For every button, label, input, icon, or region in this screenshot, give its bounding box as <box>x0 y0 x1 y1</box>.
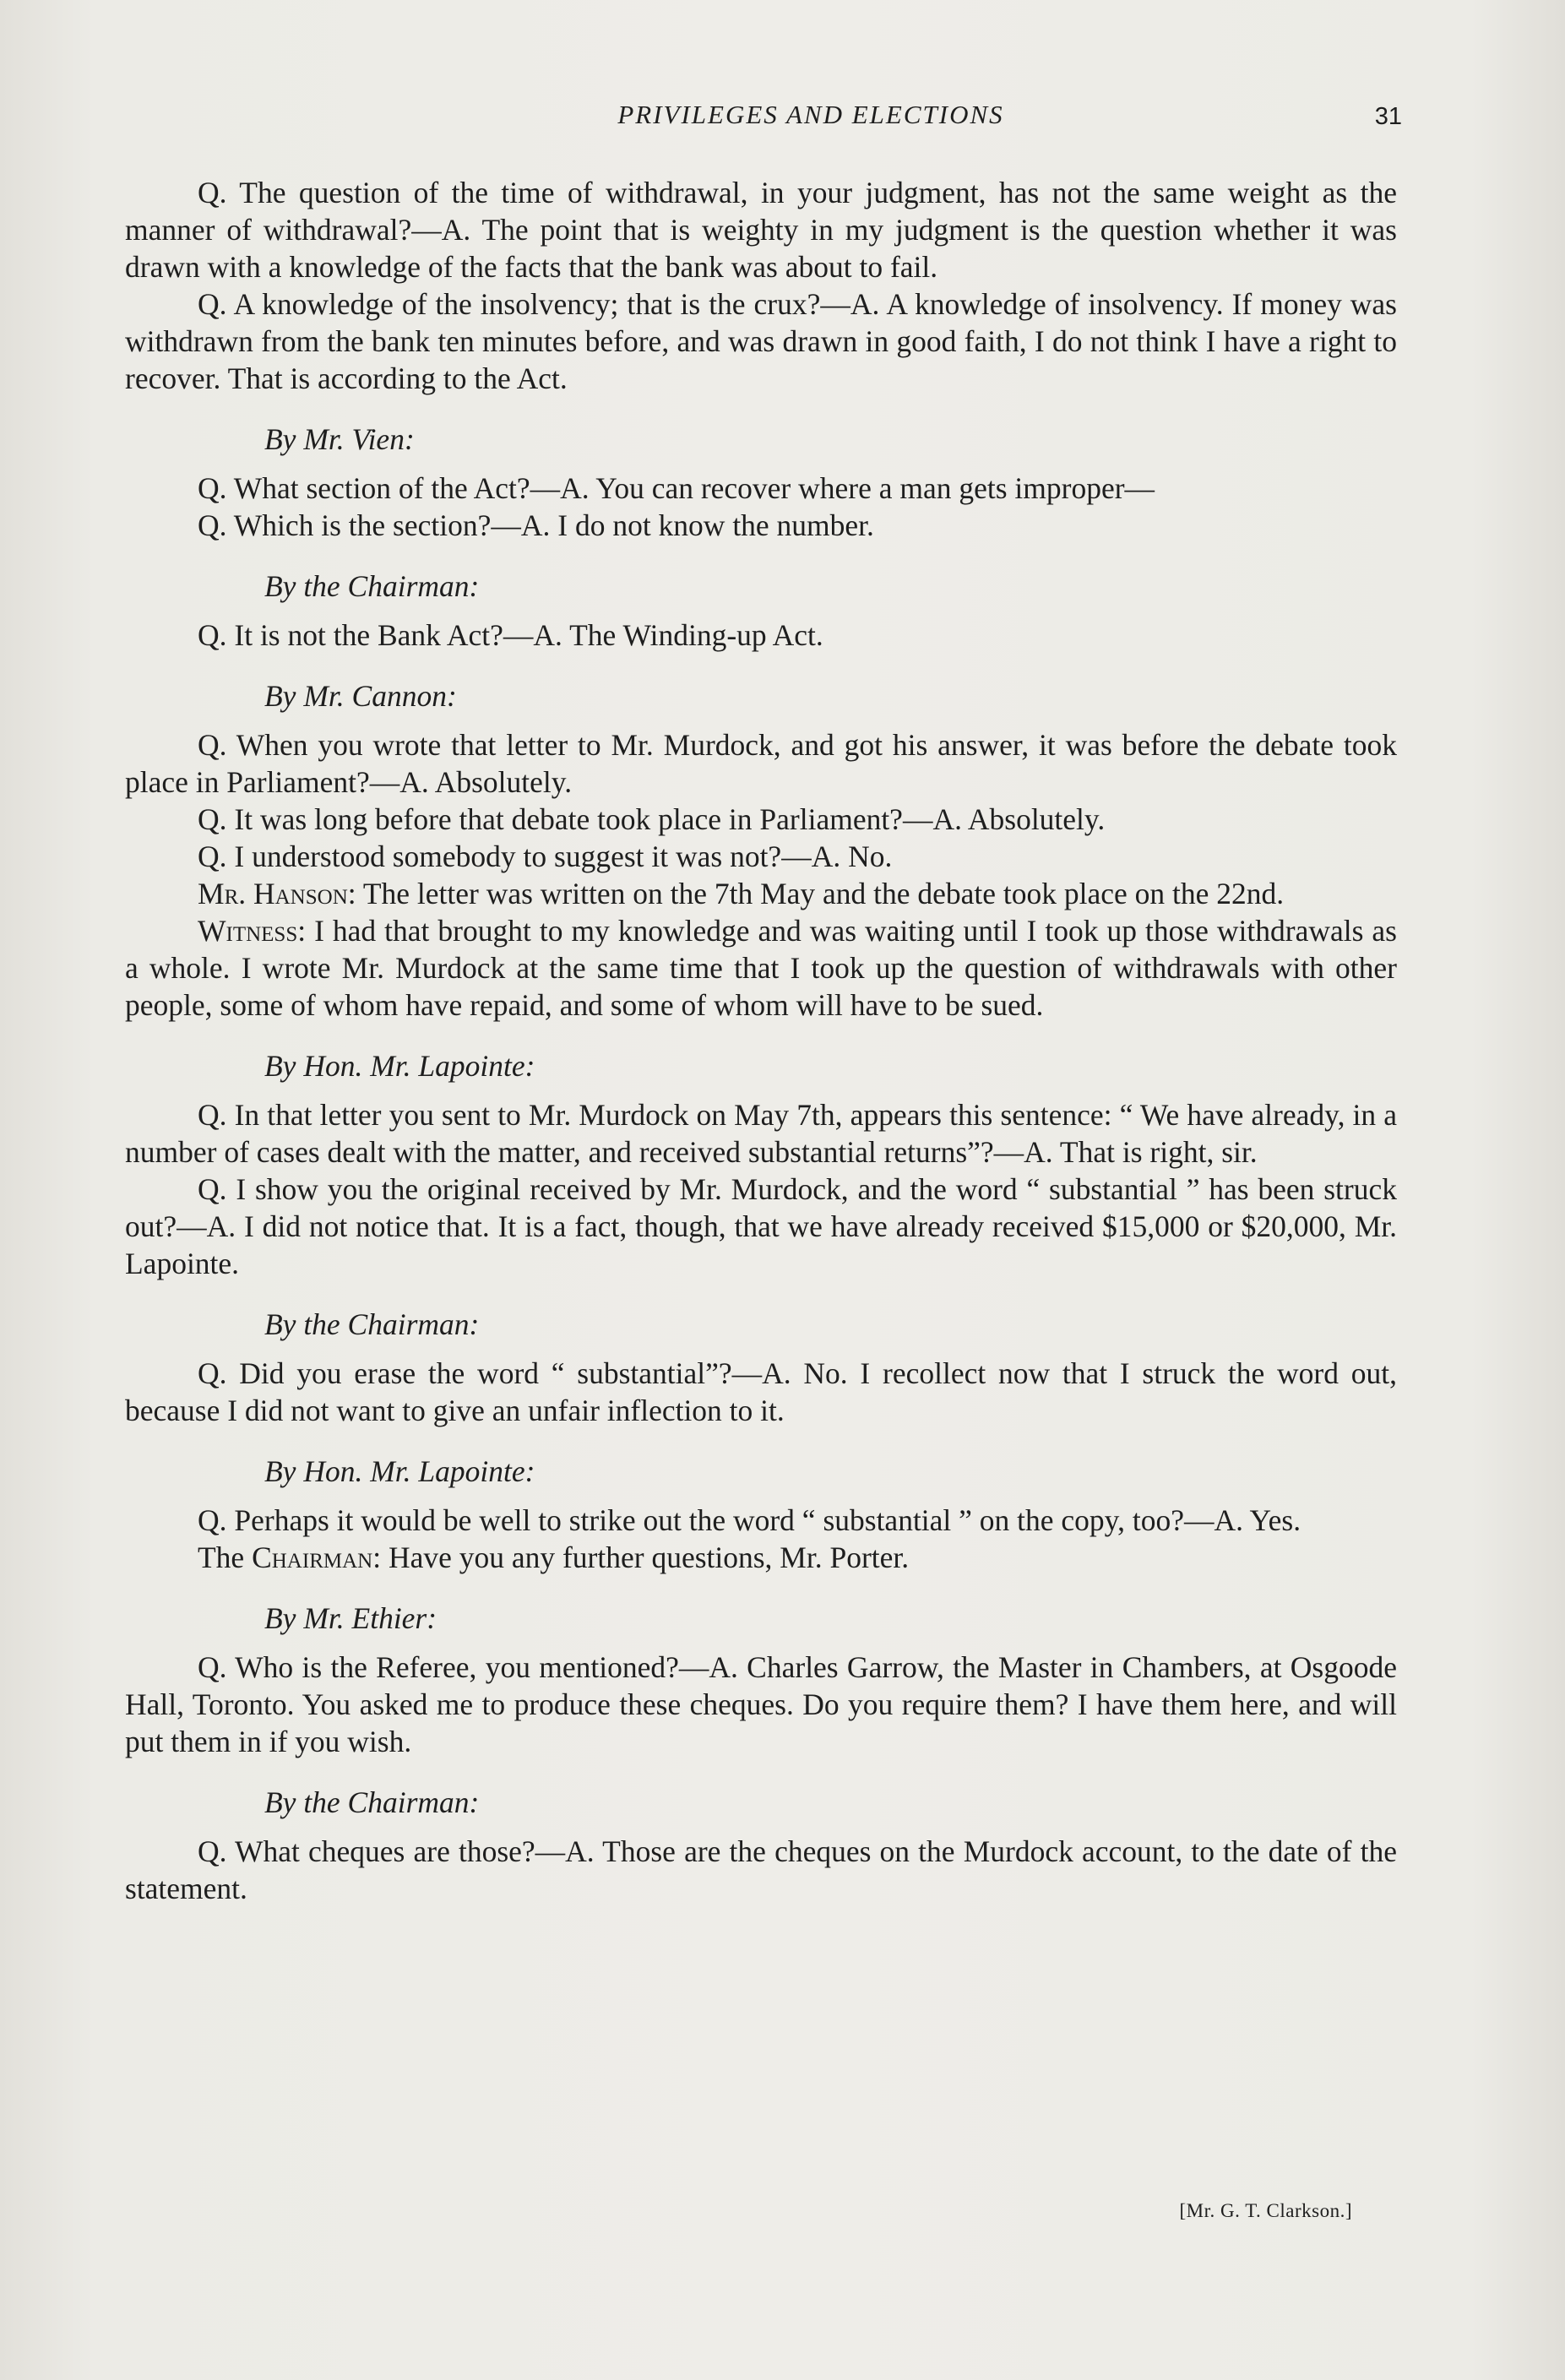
examiner-heading: By the Chairman: <box>264 569 480 603</box>
paragraph: Q. Which is the section?—A. I do not know the number. <box>198 508 874 542</box>
paragraph: Q. I understood somebody to suggest it was not?—A. No. <box>198 840 893 873</box>
speaker-name: Mr. Hanson: <box>198 877 356 910</box>
speaker-name: Witness: <box>198 914 307 948</box>
speaker-text: Have you any further questions, Mr. Porter. <box>388 1540 910 1574</box>
paragraph: Q. Who is the Referee, you mentioned?—A. Charles Garrow, the Master in Chambers, at Osgoode Hall, Toronto. You asked me to produce these cheques. Do you require them? I have them here, and will put them in if you wish. <box>125 1650 1397 1758</box>
examiner-heading: By the Chairman: <box>264 1307 480 1341</box>
speaker-text: I had that brought to my knowledge and was waiting until I took up those withdrawals as a whole. I wrote Mr. Murdock at the same time that I took up the question of withdrawals with other people, some of whom have repaid, and some of whom will have to be sued. <box>125 914 1397 1022</box>
examiner-heading: By Hon. Mr. Lapointe: <box>264 1049 535 1083</box>
paragraph: Q. What section of the Act?—A. You can recover where a man gets improper— <box>198 471 1155 505</box>
speaker-article: The <box>198 1540 245 1574</box>
speaker-paragraph <box>125 875 1397 912</box>
speaker-paragraph <box>125 1539 1397 1576</box>
page-header <box>194 100 1402 142</box>
paragraph: Q. It is not the Bank Act?—A. The Winding-up Act. <box>198 618 823 652</box>
paragraph: Q. It was long before that debate took place in Parliament?—A. Absolutely. <box>198 802 1106 836</box>
running-head: PRIVILEGES AND ELECTIONS <box>617 100 1004 129</box>
transcript-body <box>125 174 1397 1907</box>
paragraph: Q. In that letter you sent to Mr. Murdock on May 7th, appears this sentence: “ We have already, in a number of cases dealt with the matter, and received substantial returns”?—A. That is right, sir. <box>125 1098 1397 1169</box>
paragraph: Q. I show you the original received by Mr. Murdock, and the word “ substantial ” has been struck out?—A. I did not notice that. It is a fact, though, that we have already received $15,000 or $20,000, Mr. Lapointe. <box>125 1172 1397 1280</box>
speaker-paragraph <box>125 912 1397 1024</box>
paragraph: Q. Perhaps it would be well to strike out the word “ substantial ” on the copy, too?—A. Yes. <box>198 1503 1301 1537</box>
paragraph: Q. What cheques are those?—A. Those are the cheques on the Murdock account, to the date of the statement. <box>125 1834 1397 1905</box>
examiner-heading: By the Chairman: <box>264 1785 480 1819</box>
paragraph: Q. The question of the time of withdrawal, in your judgment, has not the same weight as the manner of withdrawal?—A. The point that is weighty in my judgment is the question whether it was drawn with a knowledge of the facts that the bank was about to fail. <box>125 176 1397 284</box>
paragraph: Q. A knowledge of the insolvency; that is the crux?—A. A knowledge of insolvency. If money was withdrawn from the bank ten minutes before, and was drawn in good faith, I do not think I have a right to recover. That is according to the Act. <box>125 287 1397 395</box>
paragraph: Q. When you wrote that letter to Mr. Murdock, and got his answer, it was before the debate took place in Parliament?—A. Absolutely. <box>125 728 1397 799</box>
examiner-heading: By Mr. Cannon: <box>264 679 457 713</box>
speaker-text: The letter was written on the 7th May and the debate took place on the 22nd. <box>362 877 1285 910</box>
examiner-heading: By Mr. Vien: <box>264 422 415 456</box>
page-number: 31 <box>1374 103 1402 130</box>
witness-attribution: [Mr. G. T. Clarkson.] <box>1179 2200 1352 2221</box>
examiner-heading: By Hon. Mr. Lapointe: <box>264 1454 535 1488</box>
speaker-name: Chairman: <box>252 1540 382 1574</box>
examiner-heading: By Mr. Ethier: <box>264 1601 437 1635</box>
paragraph: Q. Did you erase the word “ substantial”?—A. No. I recollect now that I struck the word out, because I did not want to give an unfair inflection to it. <box>125 1356 1397 1427</box>
